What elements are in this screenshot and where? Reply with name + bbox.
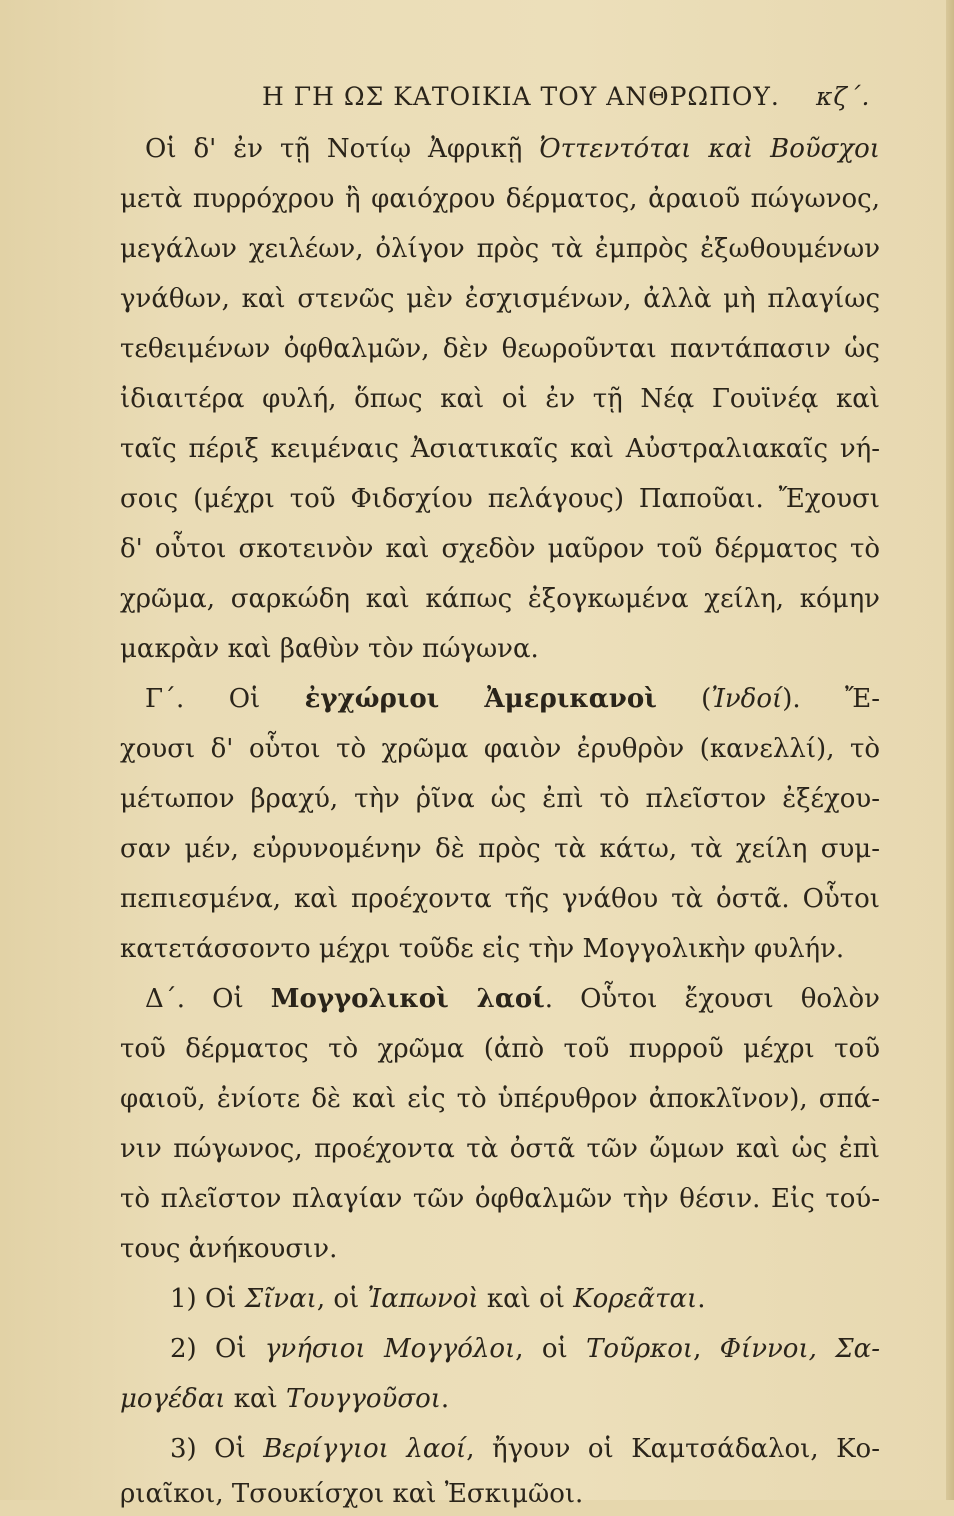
text-line: Οἱ δ' ἐν τῇ Νοτίῳ Ἀφρικῇ Ὀττεντόται καὶ Βοῦσχοι — [145, 134, 880, 164]
list-item: 1) Οἱ Σῖναι, οἱ Ἰαπωνοὶ καὶ οἱ Κορεᾶται. — [170, 1284, 706, 1314]
text-line: τὸ πλεῖστον πλαγίαν τῶν ὀφθαλμῶν τὴν θέσιν. Εἰς τού- — [120, 1184, 880, 1214]
text-line: τεθειμένων ὀφθαλμῶν, δὲν θεωροῦνται παντάπασιν ὡς — [120, 334, 880, 364]
text-line: χουσι δ' οὗτοι τὸ χρῶμα φαιὸν ἐρυθρὸν (κανελλί), τὸ — [120, 734, 880, 764]
list-item: 3) Οἱ Βερίγγιοι λαοί, ἤγουν οἱ Καμτσάδαλοι, Κο- — [170, 1434, 880, 1464]
text-line: σαν μέν, εὐρυνομένην δὲ πρὸς τὰ κάτω, τὰ χείλη συμ- — [120, 834, 880, 864]
text-line: πεπιεσμένα, καὶ προέχοντα τῆς γνάθου τὰ ὀστᾶ. Οὗτοι — [120, 884, 880, 914]
text-line: μογέδαι καὶ Τουγγοῦσοι. — [120, 1384, 450, 1414]
text-line: μεγάλων χειλέων, ὀλίγον πρὸς τὰ ἐμπρὸς ἐξωθουμένων — [120, 234, 880, 264]
text-line: σοις (μέχρι τοῦ Φιδσχίου πελάγους) Παποῦαι. Ἔχουσι — [120, 484, 880, 514]
page-edge — [946, 0, 954, 1500]
text-line: ταῖς πέριξ κειμέναις Ἀσιατικαῖς καὶ Αὐστραλιακαῖς νή- — [120, 434, 880, 464]
text-line: ριαῖκοι, Τσουκίσχοι καὶ Ἐσκιμῶοι. — [120, 1479, 584, 1509]
text-line: νιν πώγωνος, προέχοντα τὰ ὀστᾶ τῶν ὤμων καὶ ὡς ἐπὶ — [120, 1134, 880, 1164]
text-line: φαιοῦ, ἐνίοτε δὲ καὶ εἰς τὸ ὑπέρυθρον ἀποκλῖνον), σπά- — [120, 1084, 880, 1114]
text-line: μακρὰν καὶ βαθὺν τὸν πώγωνα. — [120, 634, 539, 664]
section-heading-line: Γ΄. Οἱ ἐγχώριοι Ἀμερικανοὶ (Ἰνδοί). Ἔ- — [145, 684, 880, 714]
text-line: τοῦ δέρματος τὸ χρῶμα (ἀπὸ τοῦ πυρροῦ μέχρι τοῦ — [120, 1034, 880, 1064]
page-number: κζ΄. — [816, 82, 871, 111]
text-line: γνάθων, καὶ στενῶς μὲν ἐσχισμένων, ἀλλὰ μὴ πλαγίως — [120, 284, 880, 314]
section-heading-line: Δ΄. Οἱ Μογγολικοὶ λαοί. Οὗτοι ἔχουσι θολὸν — [145, 984, 880, 1014]
text-line: κατετάσσοντο μέχρι τοῦδε εἰς τὴν Μογγολικὴν φυλήν. — [120, 934, 845, 964]
text-line: δ' οὗτοι σκοτεινὸν καὶ σχεδὸν μαῦρον τοῦ δέρματος τὸ — [120, 534, 880, 564]
text-line: μετὰ πυρρόχρου ἢ φαιόχρου δέρματος, ἀραιοῦ πώγωνος, — [120, 184, 880, 214]
text-line: ἰδιαιτέρα φυλή, ὅπως καὶ οἱ ἐν τῇ Νέᾳ Γουϊνέᾳ καὶ — [120, 384, 880, 414]
text-line: μέτωπον βραχύ, τὴν ῥῖνα ὡς ἐπὶ τὸ πλεῖστον ἐξέχου- — [120, 784, 880, 814]
list-item: 2) Οἱ γνήσιοι Μογγόλοι, οἱ Τοῦρκοι, Φίννοι, Σα- — [170, 1334, 880, 1364]
running-title: Η ΓΗ ΩΣ ΚΑΤΟΙΚΙΑ ΤΟΥ ΑΝΘΡΩΠΟΥ. — [262, 82, 780, 111]
text-line: χρῶμα, σαρκώδη καὶ κάπως ἐξογκωμένα χείλη, κόμην — [120, 584, 880, 614]
running-header — [262, 82, 871, 116]
text-line: τους ἀνήκουσιν. — [120, 1234, 338, 1264]
